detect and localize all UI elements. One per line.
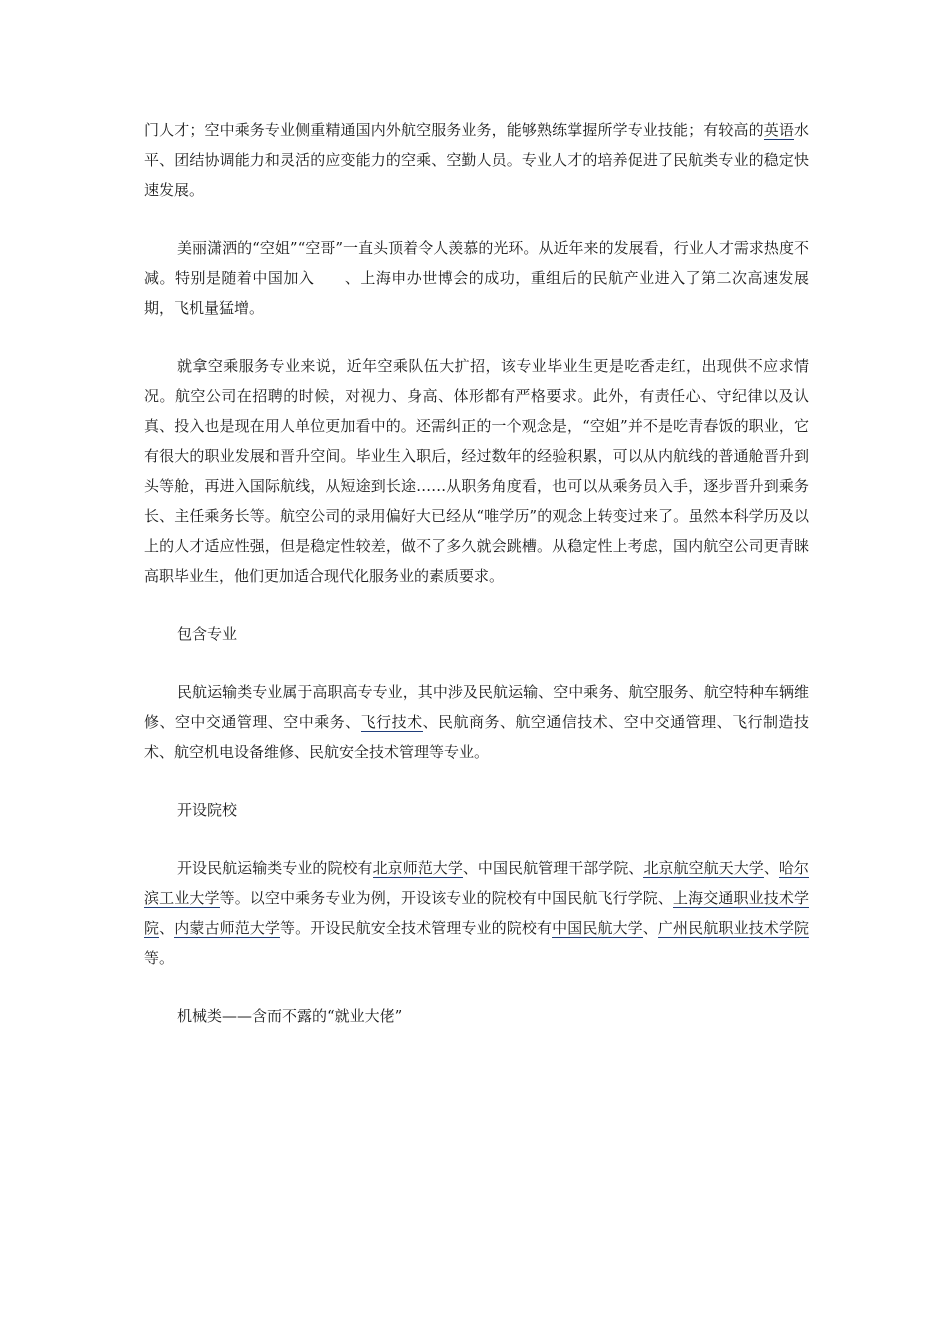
link-civil-aviation-university-of-china[interactable]: 中国民航大学: [552, 919, 643, 937]
text-segment: 、: [159, 919, 175, 937]
heading-included-majors: 包含专业: [177, 625, 238, 643]
text-segment: 水平、团结协调能力和灵活的应变能力的空乘、空勤人员。专业人才的培养促进了民航类专业的稳定快速发展。: [144, 121, 809, 199]
text-segment: 美丽潇洒的“空姐”“空哥”一直头顶着令人羡慕的光环。从近年来的发展看，行业人才需求热度不减。特别是随着中国加入: [144, 239, 809, 287]
text-segment: 门人才；空中乘务专业侧重精通国内外航空服务业务，能够熟练掌握所学专业技能；有较高的: [144, 121, 764, 139]
link-inner-mongolia-normal-university[interactable]: 内蒙古师范大学: [174, 919, 281, 937]
text-segment: 等。开设民航安全技术管理专业的院校有: [280, 919, 553, 937]
text-segment: 等。: [144, 949, 175, 967]
link-beihang-university[interactable]: 北京航空航天大学: [643, 859, 764, 877]
link-harbin-institute-of-technology[interactable]: 哈尔滨工业大学: [144, 859, 809, 907]
paragraph-schools-list: [144, 853, 809, 973]
text-segment: 、上海申办世博会的成功，重组后的民航产业进入了第二次高速发展期，飞机量猛增。: [144, 269, 809, 317]
paragraph-majors-list: [144, 677, 809, 767]
text-segment: 、: [642, 919, 658, 937]
heading-schools: 开设院校: [177, 801, 238, 819]
text-segment: 、民航商务、航空通信技术、空中交通管理、飞行制造技术、航空机电设备维修、民航安全技术管理等专业。: [144, 713, 809, 761]
paragraph-talent-training: [144, 115, 809, 205]
document-body: [144, 115, 809, 1059]
link-flight-technology[interactable]: 飞行技术: [360, 713, 423, 731]
heading-machinery: 机械类——含而不露的“就业大佬”: [177, 1007, 403, 1025]
text-segment: 民航运输类专业属于高职高专专业，其中涉及民航运输、空中乘务、航空服务、航空特种车辆维修、空中交通管理、空中乘务、: [144, 683, 809, 731]
text-segment: 、: [763, 859, 779, 877]
text-segment: 等。以空中乘务专业为例，开设该专业的院校有中国民航飞行学院、: [219, 889, 674, 907]
paragraph-flight-attendant-demand: [144, 233, 809, 323]
link-beijing-normal-university[interactable]: 北京师范大学: [372, 859, 463, 877]
link-guangzhou-civil-aviation-college[interactable]: 广州民航职业技术学院: [657, 919, 809, 937]
paragraph-career-path: 就拿空乘服务专业来说，近年空乘队伍大扩招，该专业毕业生更是吃香走红，出现供不应求情况。航空公司在招聘的时候，对视力、身高、体形都有严格要求。此外，有责任心、守纪律以及认真、投入也是现在用人单位更加看中的。还需纠正的一个观念是，“空姐”并不是吃青春饭的职业，它有很大的职业发展和晋升空间。毕业生入职后，经过数年的经验积累，可以从内航线的普通舱晋升到头等舱，再进入国际航线，从短途到长途……从职务角度看，也可以从乘务员入手，逐步晋升到乘务长、主任乘务长等。航空公司的录用偏好大已经从“唯学历”的观念上转变过来了。虽然本科学历及以上的人才适应性强，但是稳定性较差，做不了多久就会跳槽。从稳定性上考虑，国内航空公司更青睐高职毕业生，他们更加适合现代化服务业的素质要求。: [144, 357, 809, 585]
link-english[interactable]: 英语: [763, 121, 794, 139]
text-segment: 开设民航运输类专业的院校有: [177, 859, 373, 877]
text-segment: 、中国民航管理干部学院、: [462, 859, 644, 877]
link-shanghai-jiaotong-vocational[interactable]: 上海交通职业技术学院: [144, 889, 809, 937]
